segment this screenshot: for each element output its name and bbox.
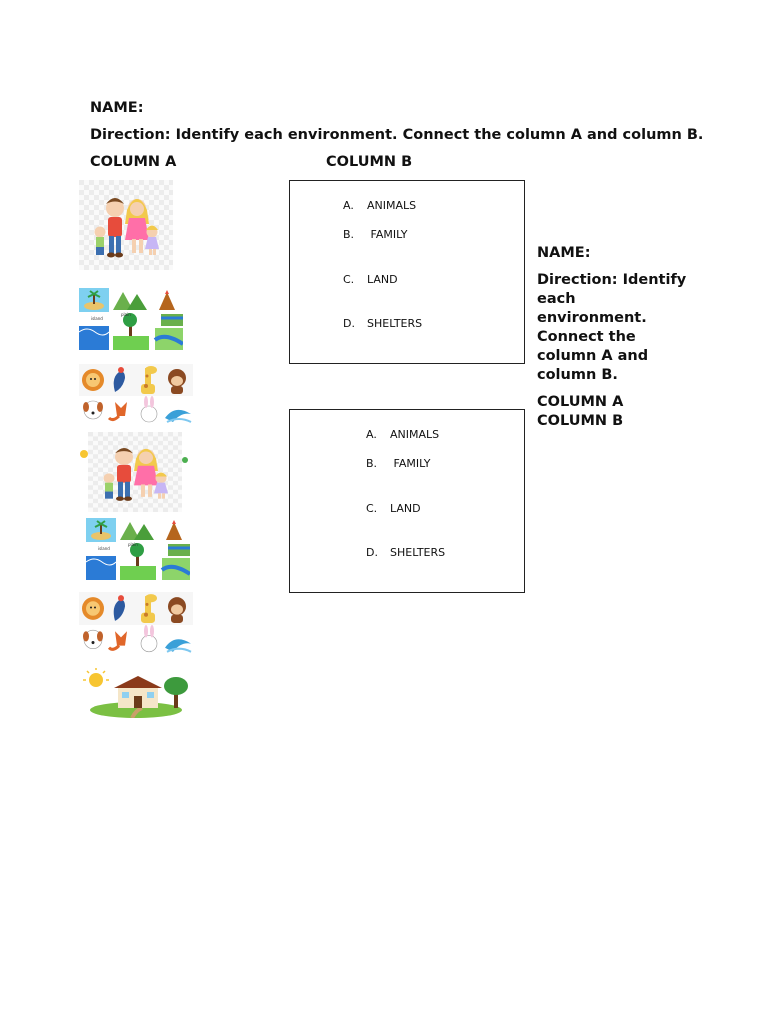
name-label: NAME:	[90, 100, 144, 116]
side-column-b-heading: COLUMN B	[537, 413, 624, 429]
column-b-heading: COLUMN B	[326, 154, 413, 170]
side-direction-text: Direction: Identify each environment. Connect the column A and column B.	[537, 272, 687, 383]
column-a-heading: COLUMN A	[90, 154, 177, 170]
option-animals: A. ANIMALS	[343, 199, 417, 212]
side-name-label: NAME:	[537, 245, 591, 261]
option-family: B. FAMILY	[343, 228, 408, 241]
animals-picture	[79, 364, 193, 428]
animals-picture	[79, 592, 193, 658]
column-b-box-2	[289, 409, 525, 593]
option-shelters: D. SHELTERS	[343, 317, 423, 330]
option-animals: A. ANIMALS	[366, 428, 440, 441]
house-picture	[82, 668, 190, 718]
option-land: C. LAND	[366, 502, 421, 515]
landforms-picture	[86, 518, 190, 580]
option-family: B. FAMILY	[366, 457, 431, 470]
direction-text: Direction: Identify each environment. Connect the column A and column B.	[90, 127, 704, 143]
family-picture	[79, 180, 173, 270]
side-header	[537, 244, 687, 431]
option-shelters: D. SHELTERS	[366, 546, 446, 559]
column-b-box-1	[289, 180, 525, 364]
option-land: C. LAND	[343, 273, 398, 286]
landforms-picture	[79, 288, 183, 350]
side-column-a-heading: COLUMN A	[537, 394, 624, 410]
family-picture	[80, 432, 188, 512]
